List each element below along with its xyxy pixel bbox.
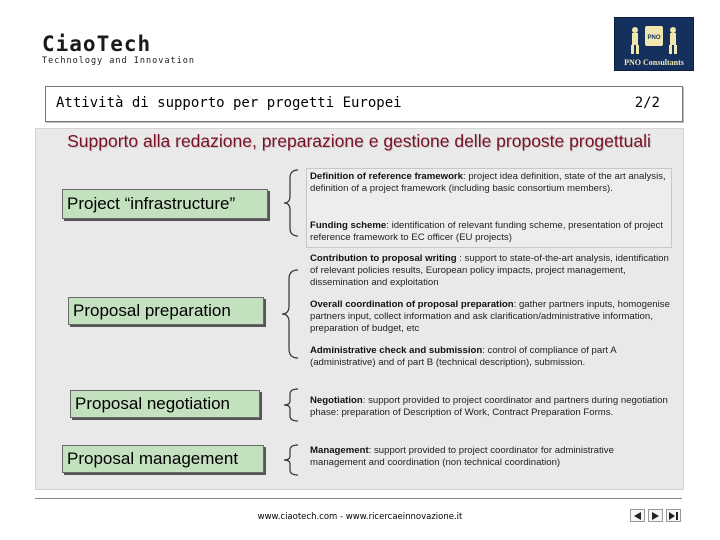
end-icon[interactable] — [666, 509, 681, 522]
item-management — [310, 445, 670, 469]
desc-contribution-to-proposal-writing: : support to state-of-the-art analysis, identification of relevant policies results, European policy impacts, project management, dissemination and exploitation — [310, 253, 669, 289]
footer-divider — [35, 498, 682, 499]
desc-funding-scheme: : identification of relevant funding scheme, presentation of project reference framework to EC officer (EU projects) — [310, 220, 664, 244]
pno-logo — [614, 17, 694, 71]
desc-management: : support provided to project coordinator for administrative management and coordination (non technical coordination) — [310, 445, 614, 469]
slide-title: Attività di supporto per progetti Europei — [56, 95, 402, 111]
item-overall-coordination — [310, 299, 670, 336]
slide-title-bar — [45, 86, 683, 122]
brand-name: CiaoTech — [42, 32, 152, 56]
term-negotiation: Negotiation — [310, 395, 363, 406]
svg-text:PNO: PNO — [647, 35, 661, 41]
term-contribution-to-proposal-writing: Contribution to proposal writing — [310, 253, 457, 264]
desc-overall-coordination: : gather partners inputs, homogenise partners input, collect information and ask clarification/administrative information, preparation of budget, etc — [310, 299, 670, 335]
term-overall-coordination: Overall coordination of proposal preparation — [310, 299, 514, 310]
pno-logo-text: PNO Consultants — [624, 58, 684, 67]
brace-section-4 — [282, 443, 300, 477]
term-administrative-check: Administrative check and submission — [310, 345, 483, 356]
label-box-proposal-preparation — [68, 297, 264, 325]
brace-section-3 — [282, 387, 300, 423]
item-definition-of-reference-framework — [310, 171, 670, 195]
section-heading: Supporto alla redazione, preparazione e gestione delle proposte progettuali — [67, 131, 651, 151]
label-box-proposal-negotiation — [70, 390, 260, 418]
pno-emblem-icon — [615, 22, 693, 56]
term-management: Management — [310, 445, 369, 456]
item-funding-scheme — [310, 220, 670, 244]
label-box-proposal-management — [62, 445, 264, 473]
desc-definition-of-reference-framework: : project idea definition, state of the art analysis, definition of a project framework (including basic consortium members). — [310, 171, 666, 195]
label-box-project-infrastructure — [62, 189, 268, 219]
label-project-infrastructure: Project “infrastructure” — [67, 194, 236, 213]
term-funding-scheme: Funding scheme — [310, 220, 387, 231]
brace-section-2 — [280, 268, 300, 360]
footer-urls: www.ciaotech.com - www.ricercaeinnovazione.it — [257, 512, 463, 522]
label-proposal-management: Proposal management — [67, 449, 239, 468]
item-administrative-check — [310, 345, 670, 369]
brand-tagline: Technology and Innovation — [42, 56, 195, 66]
ciaotech-logo — [42, 33, 195, 66]
label-proposal-negotiation: Proposal negotiation — [75, 394, 231, 413]
prev-icon[interactable] — [630, 509, 645, 522]
desc-administrative-check: : control of compliance of part A (administrative) and of part B (technical description), submission. — [310, 345, 617, 369]
item-negotiation — [310, 395, 670, 419]
next-icon[interactable] — [648, 509, 663, 522]
brace-section-1 — [282, 168, 300, 238]
item-contribution-to-proposal-writing — [310, 253, 670, 290]
slide-page-number: 2/2 — [634, 95, 660, 111]
slide-navigation — [630, 509, 681, 522]
term-definition-of-reference-framework: Definition of reference framework — [310, 171, 464, 182]
label-proposal-preparation: Proposal preparation — [73, 301, 231, 320]
desc-negotiation: : support provided to project coordinator and partners during negotiation phase: preparation of Description of Work, Contract Preparation Forms. — [310, 395, 668, 419]
